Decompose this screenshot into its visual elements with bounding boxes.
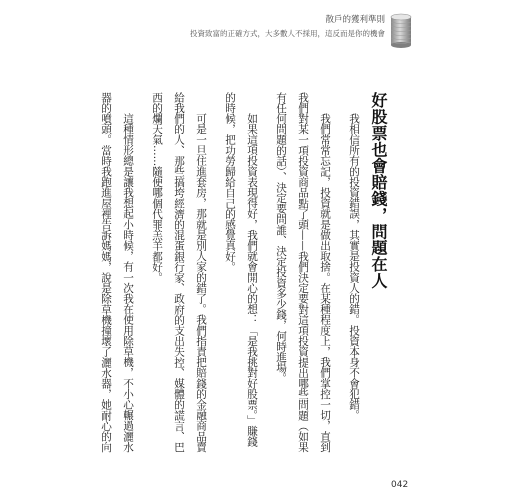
text-line: 我們常常忘記，投資就是做出取捨。在某種程度上，我們掌控一切，直到 bbox=[319, 113, 331, 453]
running-header-book-title: 散戶的獲利準則 bbox=[325, 15, 385, 25]
text-line: 可是一旦住進套房，那就是別人家的錯了。我們指責把賠錢的金融商品賣 bbox=[195, 113, 207, 453]
paragraph-5 bbox=[95, 92, 139, 464]
paragraph-4 bbox=[146, 92, 212, 464]
page-number: 042 bbox=[391, 480, 409, 490]
vertical-text-block bbox=[95, 92, 390, 464]
text-line: 我相信所有的投資錯誤，其實是投資人的錯。投資本身不會犯錯。 bbox=[348, 113, 360, 421]
paragraph-1 bbox=[343, 92, 365, 464]
text-line: 有任何問題的話）、決定要問誰、決定投資多少錢，何時進場。 bbox=[275, 92, 287, 384]
paragraph-2 bbox=[270, 92, 336, 464]
chapter-title: 好股票也會賠錢，問題在人 bbox=[369, 92, 388, 289]
text-line: 給我們的人、那些搞垮經濟的混蛋銀行家、政府的支出失控、媒體的謊言、巴 bbox=[173, 92, 185, 453]
text-line: 的時候，把功勞歸給自己的感覺真好。 bbox=[224, 92, 236, 273]
text-line: 西的爛天氣……隨便哪個代罪羔羊都好。 bbox=[151, 92, 163, 283]
text-line: 器的噴頭。當時我跑進屋裡告訴媽媽，說是除草機撞壞了灑水器，她耐心的向 bbox=[100, 92, 112, 453]
text-line: 如果這項投資表現得好，我們就會開心的想：「是我挑對好股票。」賺錢 bbox=[246, 113, 258, 448]
coin-stack-icon bbox=[389, 11, 413, 49]
running-header-subtitle: 投資致富的正確方式，大多數人不採用，這反而是你的機會 bbox=[190, 29, 385, 38]
paragraph-3 bbox=[219, 92, 263, 464]
text-line: 我們對某一項投資商品點了頭——我們決定要對這項投資提出哪些問題（如果 bbox=[297, 92, 309, 453]
text-line: 這種情形總是讓我想起小時候，有一次我在使用除草機，不小心輾過灑水 bbox=[122, 113, 134, 453]
